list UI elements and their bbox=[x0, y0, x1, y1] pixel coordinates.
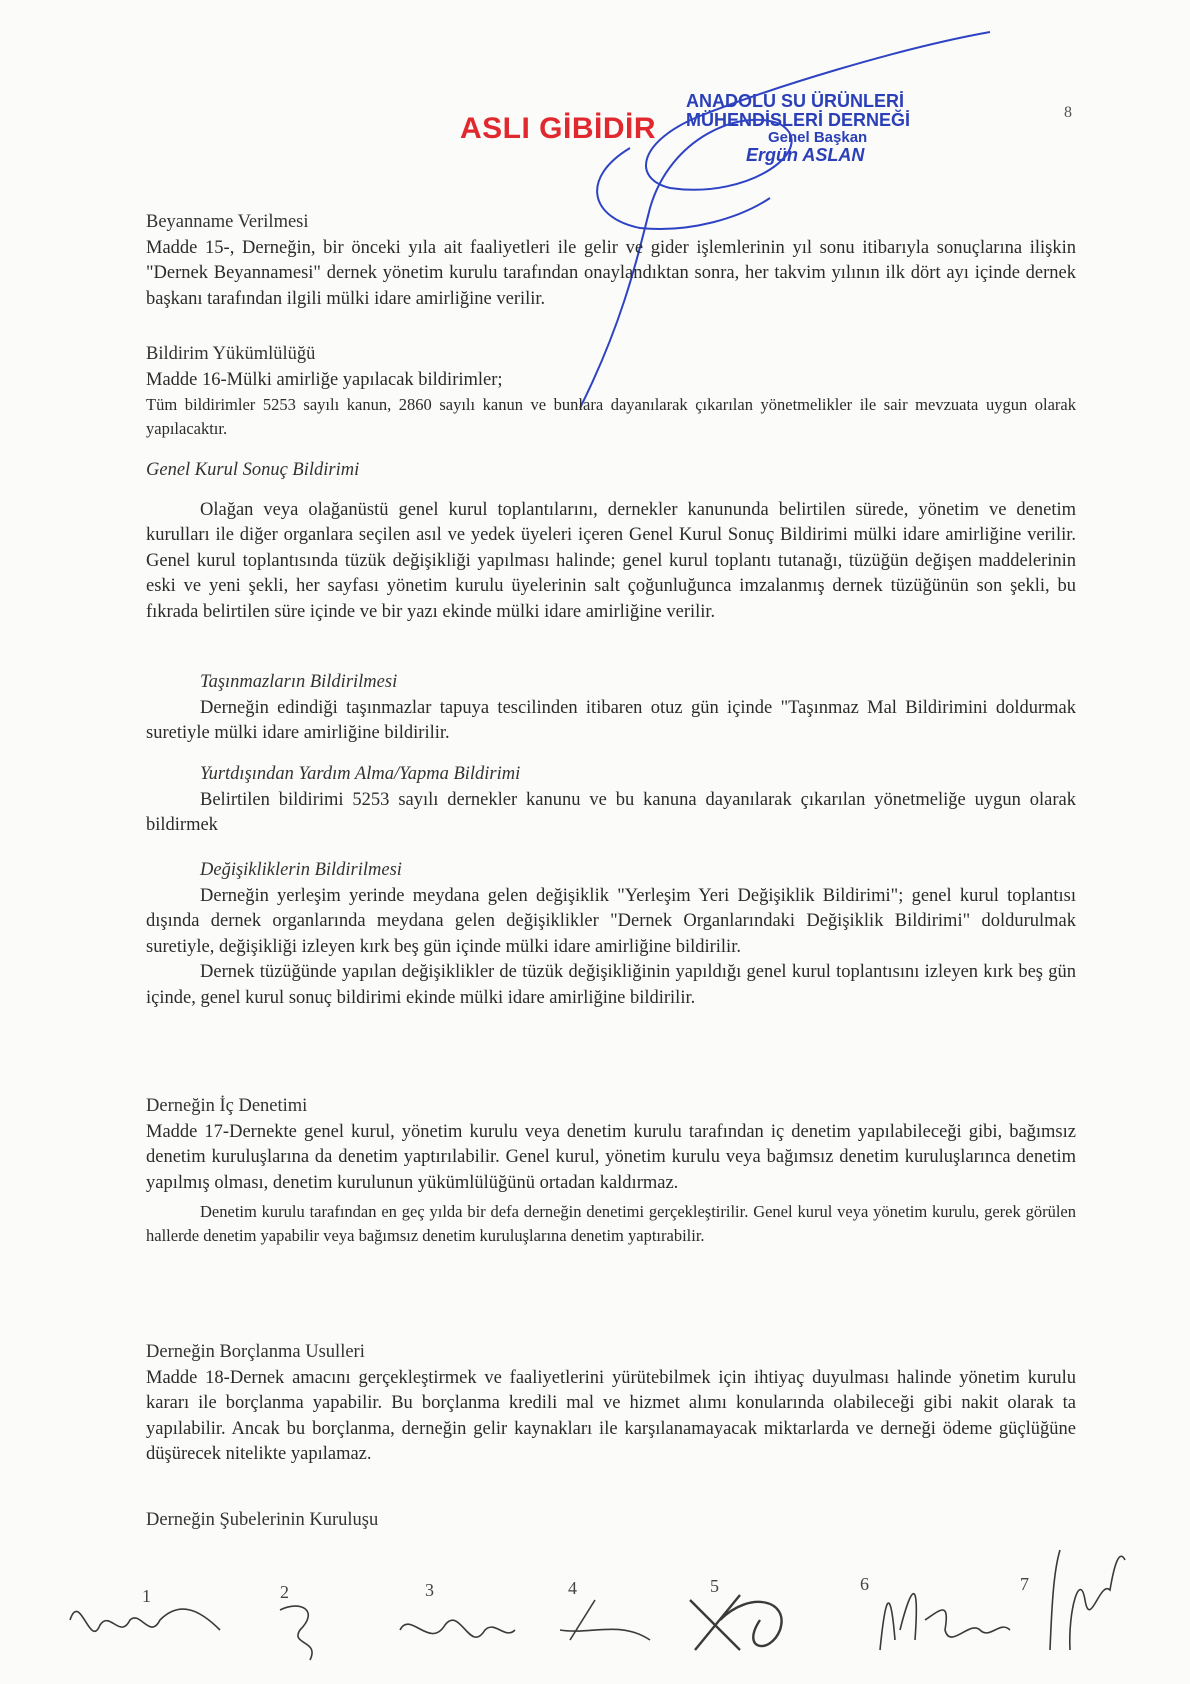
section-degisiklik bbox=[146, 858, 1076, 1011]
section-tasinmaz bbox=[146, 670, 1076, 747]
section-text: Olağan veya olağanüstü genel kurul toplantılarını, dernekler kanununda belirtilen sürede, yönetim ve denetim kurulları ile diğer organlara seçilen asıl ve yedek üyeleri içeren Genel Kurul Sonuç Bildirimi mülki idare amirliğine verilir. Genel kurul toplantısında tüzük değişikliği yapılması halinde; genel kurul toplantı tutanağı, tüzüğün değişen maddelerinin eski ve yeni şekli, her sayfası yönetim kurulu üyelerinin salt çoğunluğunca imzalanmış dernek tüzüğünün son şekli, bu fıkrada belirtilen süre içinde ve bir yazı ekinde mülki idare amirliğine verilir. bbox=[146, 499, 1076, 622]
member-signature-2 bbox=[260, 1590, 360, 1670]
section-subeler bbox=[146, 1508, 1076, 1534]
member-signature-4 bbox=[550, 1590, 660, 1660]
signatures-row bbox=[60, 1560, 1120, 1670]
signature-number: 5 bbox=[710, 1576, 719, 1596]
section-heading: Derneğin Şubelerinin Kuruluşu bbox=[146, 1510, 379, 1530]
section-heading: Genel Kurul Sonuç Bildirimi bbox=[146, 460, 360, 480]
signature-number: 1 bbox=[142, 1586, 151, 1606]
signature-number: 2 bbox=[280, 1582, 289, 1602]
section-article: Madde 16-Mülki amirliğe yapılacak bildirimler; bbox=[146, 369, 503, 390]
section-heading: Taşınmazların Bildirilmesi bbox=[200, 672, 398, 692]
member-signature-7 bbox=[1040, 1540, 1130, 1660]
section-borclanma bbox=[146, 1340, 1076, 1468]
section-beyanname bbox=[146, 210, 1076, 312]
member-signature-6 bbox=[870, 1560, 1020, 1660]
section-heading: Derneğin Borçlanma Usulleri bbox=[146, 1342, 365, 1362]
signature-number: 3 bbox=[425, 1580, 434, 1600]
member-signature-3 bbox=[390, 1600, 520, 1660]
section-ic-denetim bbox=[146, 1094, 1076, 1248]
stamp-role: Genel Başkan bbox=[768, 128, 868, 146]
section-text: Dernek tüzüğünde yapılan değişiklikler de tüzük değişikliğinin yapıldığı genel kurul toplantısını izleyen kırk beş gün içinde, genel kurul sonuç bildirimi ekinde mülki idare amirliğine bildirilir. bbox=[146, 962, 1076, 1008]
section-heading: Beyanname Verilmesi bbox=[146, 212, 309, 232]
section-heading: Yurtdışından Yardım Alma/Yapma Bildirimi bbox=[200, 764, 521, 784]
section-heading: Derneğin İç Denetimi bbox=[146, 1096, 308, 1116]
section-yurtdisi bbox=[146, 762, 1076, 839]
section-text: Madde 17-Dernekte genel kurul, yönetim kurulu veya denetim kurulu tarafından iç denetim yapılabileceği gibi, bağımsız denetim kuruluşlarına da denetim yaptırılabilir. Genel kurul, yönetim kurulu veya bağımsız denetim kuruluşlarınca denetim yapılmış olması, denetim kurulunun yükümlülüğünü ortadan kaldırmaz. bbox=[146, 1121, 1076, 1193]
stamp-org-line2: MÜHENDİSLERİ DERNEĞİ bbox=[686, 109, 911, 130]
section-text: Madde 18-Dernek amacını gerçekleştirmek ve faaliyetlerini yürütebilmek için ihtiyaç duyulması halinde yönetim kurulu kararı ile borçlanma yapabilir. Bu borçlanma kredili mal ve hizmet alımı konularında olabileceği gibi nakit olarak ta yapılabilir. Ancak bu borçlanma, derneğin gelir kaynakları ile karşılanamayacak miktarlarda ve derneği ödeme güçlüğüne düşürecek nitelikte yapılamaz. bbox=[146, 1367, 1076, 1464]
section-heading: Değişikliklerin Bildirilmesi bbox=[200, 860, 402, 880]
section-genel-kurul bbox=[146, 458, 1076, 625]
section-bildirim bbox=[146, 342, 1076, 441]
section-heading: Bildirim Yükümlülüğü bbox=[146, 344, 316, 364]
signature-number: 6 bbox=[860, 1574, 869, 1594]
page-number: 8 bbox=[1064, 104, 1072, 121]
section-text: Madde 15-, Derneğin, bir önceki yıla ait faaliyetleri ile gelir ve gider işlemlerinin yıl sonu itibarıyla sonuçlarına ilişkin "Dernek Beyannamesi" dernek yönetim kurulu tarafından onaylandıktan sonra, her takvim yılının ilk dört ayı içinde dernek başkanı tarafından ilgili mülki idare amirliğine verilir. bbox=[146, 237, 1076, 309]
section-text: Tüm bildirimler 5253 sayılı kanun, 2860 sayılı kanun ve bunlara dayanılarak çıkarılan yönetmelikler ile sair mevzuata uygun olarak yapılacaktır. bbox=[146, 395, 1076, 438]
certified-copy-stamp: ASLI GİBİDİR bbox=[460, 112, 657, 145]
section-text: Derneğin edindiği taşınmazlar tapuya tescilinden itibaren otuz gün içinde "Taşınmaz Mal Bildirimini doldurmak suretiyle mülki idare amirliğine bildirilir. bbox=[146, 697, 1076, 743]
stamp-name: Ergün ASLAN bbox=[746, 144, 865, 165]
section-text: Denetim kurulu tarafından en geç yılda bir defa derneğin denetimi gerçekleştirilir. Genel kurul veya yönetim kurulu, gerek görülen hallerde denetim yapabilir veya bağımsız denetim kuruluşlarına denetim yaptırabilir. bbox=[146, 1202, 1076, 1245]
section-text: Belirtilen bildirimi 5253 sayılı dernekler kanunu ve bu kanuna dayanılarak çıkarılan yönetmeliğe uygun olarak bildirmek bbox=[146, 789, 1076, 835]
signature-number: 7 bbox=[1020, 1574, 1029, 1594]
section-text: Derneğin yerleşim yerinde meydana gelen değişiklik "Yerleşim Yeri Değişiklik Bildirimi"; genel kurul toplantısı dışında dernek organlarında meydana gelen değişiklikler "Dernek Organlarındaki Değişiklik Bildirimi" doldurulmak suretiyle, değişikliği izleyen kırk beş gün içinde mülki idare amirliğine bildirilir. bbox=[146, 885, 1076, 957]
stamp-org-line1: ANADOLU SU ÜRÜNLERİ bbox=[686, 91, 904, 111]
member-signature-1 bbox=[60, 1580, 260, 1660]
signature-number: 4 bbox=[568, 1578, 577, 1598]
member-signature-5 bbox=[680, 1580, 800, 1660]
